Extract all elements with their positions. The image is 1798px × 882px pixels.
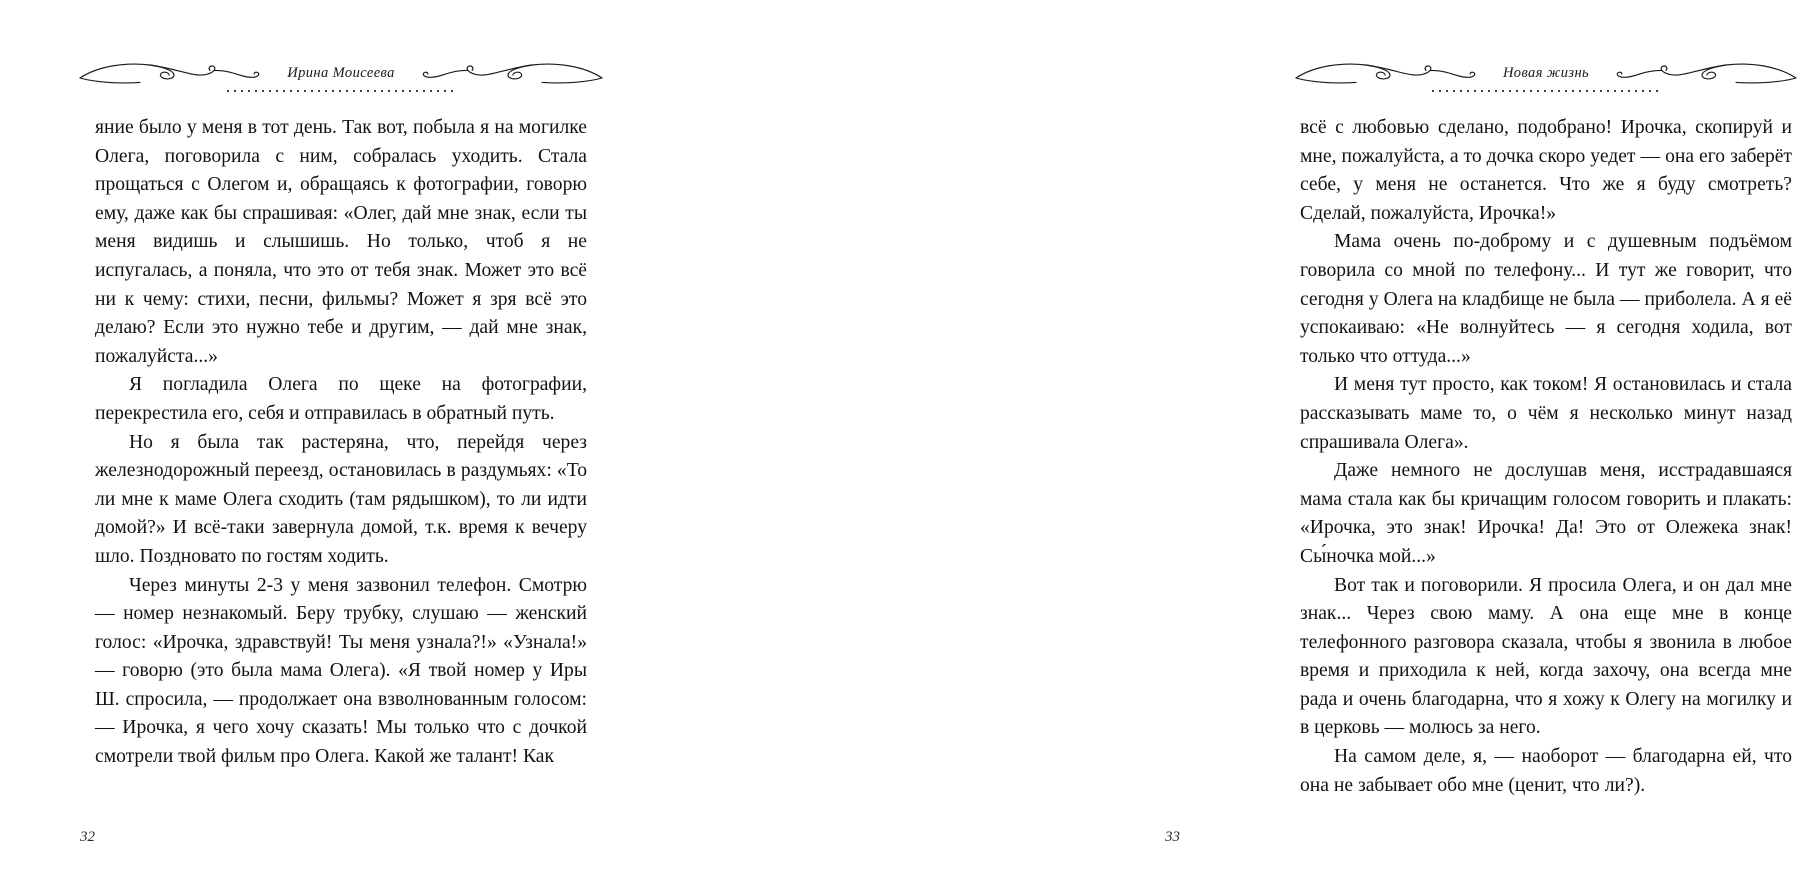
paragraph: всё с любовью сделано, подобрано! Ирочка, скопируй и мне, пожалуйста, а то дочка скоро уедет — она его заберёт себе, у меня не останется. Что же я буду смотреть? Сделай, пожалуйста, Ирочка!» <box>1300 117 1792 224</box>
page-number: 33 <box>1165 829 1180 845</box>
left-running-head <box>95 58 587 104</box>
flourish-ornament-icon <box>78 58 273 88</box>
paragraph: Вот так и поговорили. Я просила Олега, и он дал мне знак... Через свою маму. А она еще мне в конце телефонного разговора сказала, чтобы я звонила в любое время и приходила к ней, когда захочу, она всегда мне рада и очень благодарна, что я хожу к Олегу на могилку и в церковь — молюсь за него. <box>1300 574 1792 739</box>
right-running-head-row <box>1300 58 1792 88</box>
paragraph: яние было у меня в тот день. Так вот, побыла я на могилке Олега, поговорила с ним, собралась уходить. Стала прощаться с Олегом и, обращаясь к фотографии, говорю ему, даже как бы спрашивая: «Олег, дай мне знак, если ты меня видишь и слышишь. Но только, чтоб я не испугалась, а поняла, что это от тебя знак. Может это всё ни к чему: стихи, песни, фильмы? Может я зря всё это делаю? Если это нужно тебе и другим, — дай мне знак, пожалуйста...» <box>95 117 587 367</box>
flourish-ornament-icon <box>1294 58 1489 88</box>
dotted-rule-icon <box>1431 88 1661 94</box>
right-running-head-title: Новая жизнь <box>1502 64 1590 81</box>
left-page <box>0 0 630 882</box>
left-running-head-title: Ирина Моисеева <box>287 64 395 81</box>
left-page-body <box>95 114 587 772</box>
paragraph: Но я была так растеряна, что, перейдя через железнодорожный переезд, остановилась в раздумьях: «То ли мне к маме Олега сходить (там рядышком), то ли идти домой?» И всё-таки завернула домой, т.к. время к вечеру шло. Поздновато по гостям ходить. <box>95 431 587 567</box>
paragraph: Даже немного не дослушав меня, исстрадавшаяся мама стала как бы кричащим голосом говорить и плакать: «Ирочка, это знак! Ирочка! Да! Это от Олежека знак! Сы́ночка мой...» <box>1300 460 1792 567</box>
paragraph: И меня тут просто, как током! Я остановилась и стала рассказывать маме то, о чём я несколько минут назад спрашивала Олега». <box>1300 374 1792 453</box>
paragraph: На самом деле, я, — наоборот — благодарна ей, что она не забывает обо мне (ценит, что ли?). <box>1300 746 1792 796</box>
right-page-body <box>1300 114 1792 800</box>
paragraph: Мама очень по-доброму и с душевным подъёмом говорила со мной по телефону... И тут же говорит, что сегодня у Олега на кладбище не была — приболела. А я её успокаиваю: «Не волнуйтесь — я сегодня ходила, вот только что оттуда...» <box>1300 231 1792 367</box>
flourish-ornament-icon <box>409 58 604 88</box>
dotted-rule-icon <box>226 88 456 94</box>
right-running-head <box>1300 58 1792 104</box>
paragraph: Через минуты 2-3 у меня зазвонил телефон. Смотрю — номер незнакомый. Беру трубку, слушаю — женский голос: «Ирочка, здравствуй! Ты меня узнала?!» «Узнала!» — говорю (это была мама Олега). «Я твой номер у Иры Ш. спросила, — продолжает она взволнованным голосом: — Ирочка, я чего хочу сказать! Мы только что с дочкой смотрели твой фильм про Олега. Какой же талант! Как <box>95 574 587 768</box>
paragraph: Я погладила Олега по щеке на фотографии, перекрестила его, себя и отправилась в обратный путь. <box>95 374 587 424</box>
flourish-ornament-icon <box>1603 58 1798 88</box>
left-running-head-row <box>95 58 587 88</box>
page-number: 32 <box>80 829 95 845</box>
right-page <box>630 0 1792 882</box>
